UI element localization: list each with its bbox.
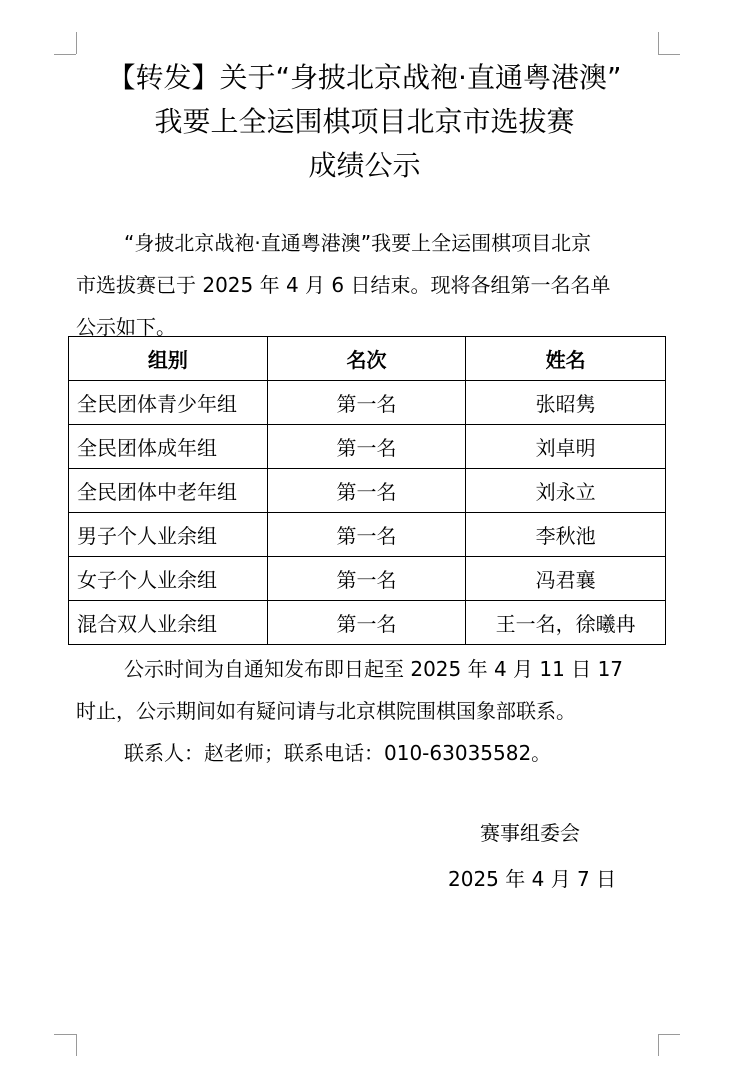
cell-group: 男子个人业余组 <box>69 513 268 557</box>
cell-name: 刘永立 <box>466 469 666 513</box>
intro-line-3: 公示如下。 <box>76 315 176 339</box>
cell-group: 女子个人业余组 <box>69 557 268 601</box>
notice-line-2: 时止，公示期间如有疑问请与北京棋院围棋国象部联系。 <box>76 699 576 723</box>
cell-rank: 第一名 <box>267 381 466 425</box>
header-rank: 名次 <box>267 337 466 381</box>
cell-rank: 第一名 <box>267 425 466 469</box>
crop-mark-bottom-left-h <box>54 1034 76 1035</box>
table-row <box>69 557 666 601</box>
signature-org: 赛事组委会 <box>480 821 580 845</box>
intro-line-1: “身披北京战袍·直通粤港澳”我要上全运围棋项目北京 <box>124 231 592 255</box>
table-row <box>69 513 666 557</box>
cell-name: 李秋池 <box>466 513 666 557</box>
crop-mark-bottom-left-v <box>76 1034 77 1056</box>
table-row <box>69 381 666 425</box>
table-row <box>69 469 666 513</box>
header-name: 姓名 <box>466 337 666 381</box>
signature-date: 2025 年 4 月 7 日 <box>448 867 617 891</box>
cell-name: 刘卓明 <box>466 425 666 469</box>
cell-rank: 第一名 <box>267 469 466 513</box>
crop-mark-top-right-v <box>658 32 659 54</box>
cell-group: 全民团体中老年组 <box>69 469 268 513</box>
intro-paragraph <box>76 222 666 348</box>
title-line-3: 成绩公示 <box>308 149 421 182</box>
table-header-row <box>69 337 666 381</box>
contact-line: 联系人：赵老师；联系电话：010-63035582。 <box>124 741 552 765</box>
results-table <box>68 336 666 645</box>
notice-paragraph <box>76 648 666 774</box>
intro-line-2: 市选拔赛已于 2025 年 4 月 6 日结束。现将各组第一名名单 <box>76 273 611 297</box>
cell-rank: 第一名 <box>267 513 466 557</box>
cell-name: 冯君襄 <box>466 557 666 601</box>
crop-mark-bottom-right-h <box>658 1034 680 1035</box>
cell-rank: 第一名 <box>267 601 466 645</box>
table-row <box>69 601 666 645</box>
title-line-2: 我要上全运围棋项目北京市选拔赛 <box>154 105 575 138</box>
crop-mark-top-right-h <box>658 54 680 55</box>
cell-group: 混合双人业余组 <box>69 601 268 645</box>
title-line-1: 【转发】关于“身披北京战袍·直通粤港澳” <box>107 61 622 94</box>
header-group: 组别 <box>69 337 268 381</box>
notice-line-1: 公示时间为自通知发布即日起至 2025 年 4 月 11 日 17 <box>124 657 624 681</box>
cell-group: 全民团体青少年组 <box>69 381 268 425</box>
table-row <box>69 425 666 469</box>
cell-name: 王一名，徐曦冉 <box>466 601 666 645</box>
cell-rank: 第一名 <box>267 557 466 601</box>
crop-mark-top-left-h <box>54 54 76 55</box>
document-title <box>0 56 729 188</box>
crop-mark-bottom-right-v <box>658 1034 659 1056</box>
cell-group: 全民团体成年组 <box>69 425 268 469</box>
crop-mark-top-left-v <box>76 32 77 54</box>
cell-name: 张昭隽 <box>466 381 666 425</box>
